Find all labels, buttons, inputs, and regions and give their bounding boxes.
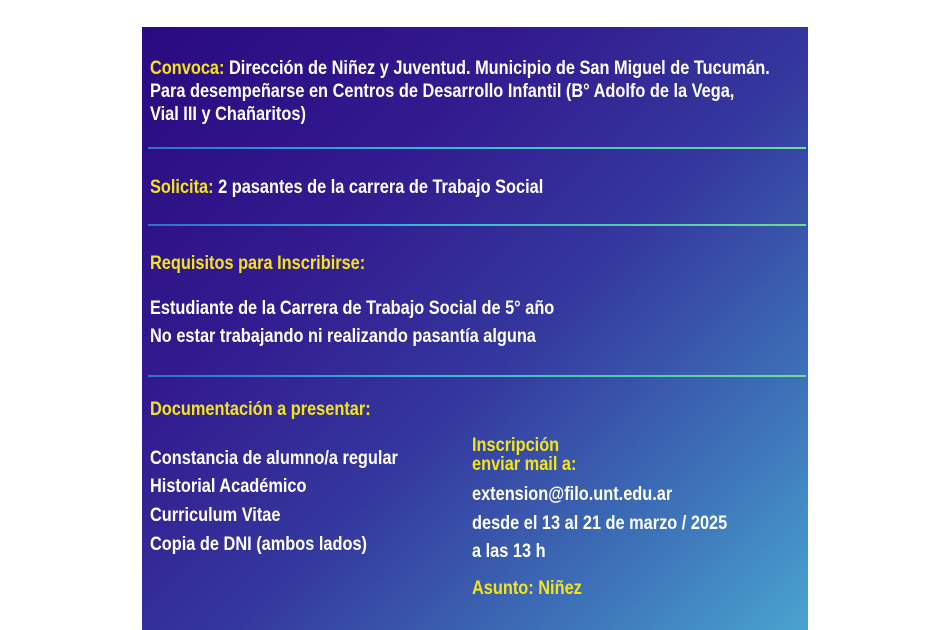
documento-item: Copia de DNI (ambos lados) [150, 534, 367, 555]
asunto-text: Asunto: Niñez [472, 578, 582, 599]
inscripcion-dates: desde el 13 al 21 de marzo / 2025 [472, 513, 728, 534]
announcement-poster [142, 27, 808, 630]
inscripcion-time: a las 13 h [472, 541, 546, 562]
requisito-item: Estudiante de la Carrera de Trabajo Social de 5° año [150, 298, 555, 319]
section-divider [148, 375, 806, 377]
documentacion-heading: Documentación a presentar: [150, 399, 371, 420]
documento-item: Constancia de alumno/a regular [150, 448, 398, 469]
section-divider [148, 224, 806, 226]
convoca-line-3: Vial III y Chañaritos) [150, 104, 306, 125]
requisito-item: No estar trabajando ni realizando pasantía alguna [150, 326, 536, 347]
inscripcion-heading: Inscripción [472, 435, 560, 456]
documento-item: Curriculum Vitae [150, 505, 281, 526]
requisitos-heading: Requisitos para Inscribirse: [150, 253, 366, 274]
solicita-line [150, 176, 543, 199]
solicita-label: Solicita: [150, 177, 214, 198]
convoca-line-2: Para desempeñarse en Centros de Desarrollo Infantil (B° Adolfo de la Vega, [150, 81, 735, 102]
section-divider [148, 147, 806, 149]
convoca-text-1: Dirección de Niñez y Juventud. Municipio de San Miguel de Tucumán. [228, 58, 770, 79]
documento-item: Historial Académico [150, 476, 307, 497]
inscripcion-email: extension@filo.unt.edu.ar [472, 484, 673, 505]
inscripcion-subheading: enviar mail a: [472, 454, 577, 475]
solicita-text: 2 pasantes de la carrera de Trabajo Social [218, 177, 544, 198]
convoca-line-1 [150, 57, 770, 80]
convoca-label: Convoca: [150, 58, 225, 79]
